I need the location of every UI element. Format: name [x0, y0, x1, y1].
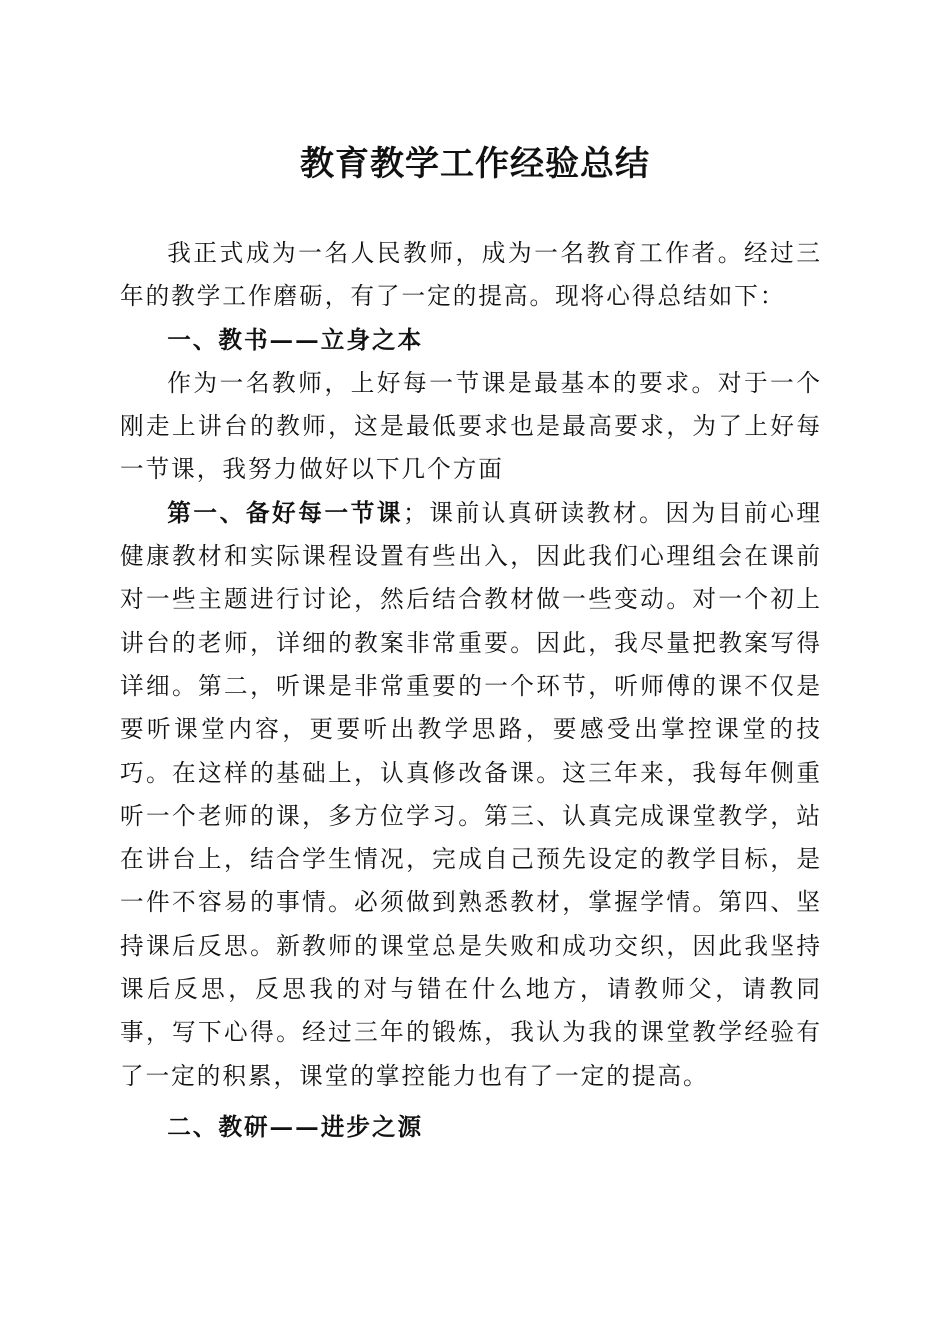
paragraph-2-text: ；课前认真研读教材。因为目前心理健康教材和实际课程设置有些出入，因此我们心理组会在课前对一些主题进行讨论，然后结合教材做一些变动。对一个初上讲台的老师，详细的教案非常重要。因此，我尽量把教案写得详细。第二，听课是非常重要的一个环节，听师傅的课不仅是要听课堂内容，更要听出教学思路，要感受出掌控课堂的技巧。在这样的基础上，认真修改备课。这三年来，我每年侧重听一个老师的课，多方位学习。第三、认真完成课堂教学，站在讲台上，结合学生情况，完成自己预先设定的教学目标，是一件不容易的事情。必须做到熟悉教材，掌握学情。第四、坚持课后反思。新教师的课堂总是失败和成功交织，因此我坚持课后反思，反思我的对与错在什么地方，请教师父，请教同事，写下心得。经过三年的锻炼，我认为我的课堂教学经验有了一定的积累，课堂的掌控能力也有了一定的提高。 — [120, 498, 823, 1090]
document-body — [120, 232, 822, 1149]
section-1-heading: 一、教书——立身之本 — [167, 325, 424, 354]
paragraph-2-lead: 第一、备好每一节课 — [167, 498, 404, 527]
section-2-heading: 二、教研——进步之源 — [167, 1112, 424, 1141]
section-1-paragraph-2 — [120, 492, 822, 1098]
section-1-paragraph-1: 作为一名教师，上好每一节课是最基本的要求。对于一个刚走上讲台的教师，这是最低要求也是最高要求，为了上好每一节课，我努力做好以下几个方面 — [120, 368, 822, 484]
intro-paragraph: 我正式成为一名人民教师，成为一名教育工作者。经过三年的教学工作磨砺，有了一定的提高。现将心得总结如下： — [120, 239, 822, 311]
document-title: 教育教学工作经验总结 — [300, 144, 650, 184]
